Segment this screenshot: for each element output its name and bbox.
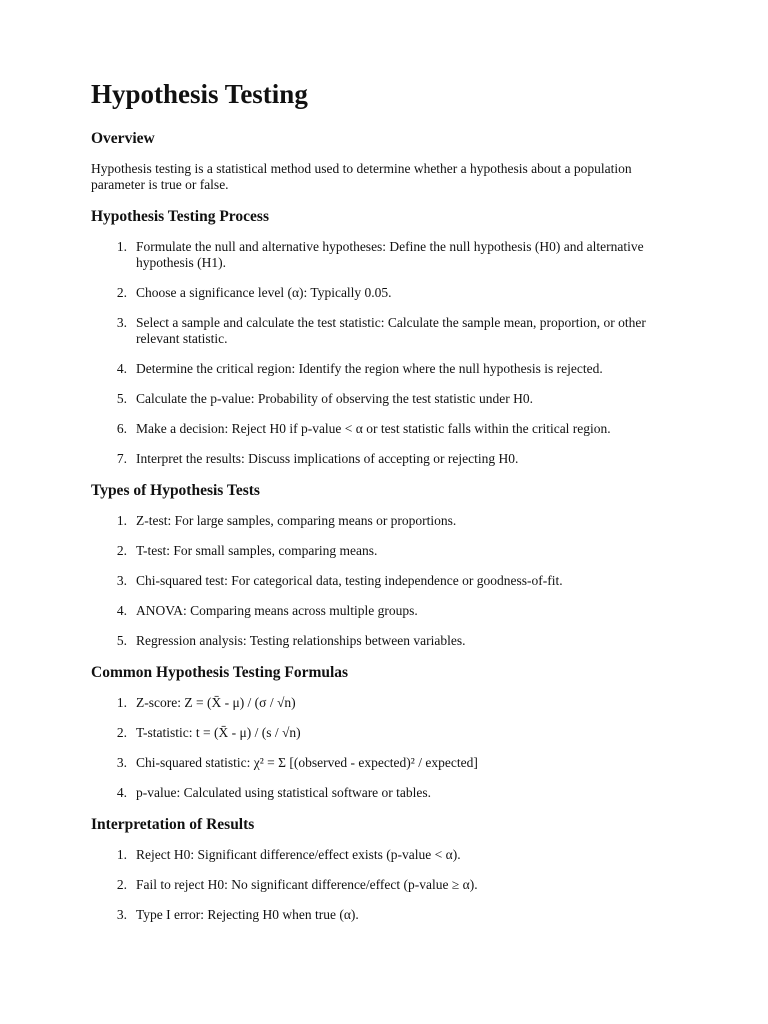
list-item: 7. Interpret the results: Discuss implications of accepting or rejecting H0. — [116, 451, 519, 466]
list-item: 3. Select a sample and calculate the test statistic: Calculate the sample mean, proportion, or other relevant statistic. — [116, 315, 646, 346]
process-heading: Hypothesis Testing Process — [91, 208, 269, 225]
list-item: 2. T-test: For small samples, comparing means. — [116, 543, 378, 558]
list-item: 4. p-value: Calculated using statistical software or tables. — [116, 785, 432, 800]
list-item: 5. Calculate the p-value: Probability of observing the test statistic under H0. — [116, 391, 534, 406]
list-item-text: Chi-squared statistic: χ² = Σ [(observed - expected)² / expected] — [136, 755, 478, 770]
list-item-text: Determine the critical region: Identify the region where the null hypothesis is rejected. — [136, 361, 603, 376]
list-item: 1. Z-score: Z = (X̄ - μ) / (σ / √n) — [116, 695, 296, 710]
types-list — [91, 513, 678, 649]
list-item-text: Z-test: For large samples, comparing means or proportions. — [136, 513, 457, 528]
list-item: 3. Type I error: Rejecting H0 when true (α). — [116, 907, 359, 922]
list-item: 2. T-statistic: t = (X̄ - μ) / (s / √n) — [116, 725, 301, 740]
list-item: 2. Fail to reject H0: No significant difference/effect (p-value ≥ α). — [116, 877, 478, 892]
list-item-text: Fail to reject H0: No significant difference/effect (p-value ≥ α). — [136, 877, 478, 892]
list-item: 5. Regression analysis: Testing relationships between variables. — [116, 633, 466, 648]
list-item: 4. Determine the critical region: Identify the region where the null hypothesis is rejected. — [116, 361, 603, 376]
list-item-text: Z-score: Z = (X̄ - μ) / (σ / √n) — [136, 695, 296, 710]
list-item-text: Calculate the p-value: Probability of observing the test statistic under H0. — [136, 391, 534, 406]
list-item: 1. Reject H0: Significant difference/effect exists (p-value < α). — [116, 847, 461, 862]
types-heading: Types of Hypothesis Tests — [91, 482, 260, 499]
list-item: 4. ANOVA: Comparing means across multiple groups. — [116, 603, 418, 618]
list-item-text: Interpret the results: Discuss implications of accepting or rejecting H0. — [136, 451, 519, 466]
list-item-text: p-value: Calculated using statistical software or tables. — [136, 785, 432, 800]
interpretation-list — [91, 847, 678, 923]
interpretation-heading: Interpretation of Results — [91, 816, 255, 833]
list-item: 6. Make a decision: Reject H0 if p-value < α or test statistic falls within the critical region. — [116, 421, 611, 436]
list-item-text: ANOVA: Comparing means across multiple groups. — [136, 603, 418, 618]
overview-text: Hypothesis testing is a statistical method used to determine whether a hypothesis about a population parameter is true or false. — [91, 161, 632, 192]
list-item: 1. Formulate the null and alternative hypotheses: Define the null hypothesis (H0) and alternative hypothesis (H1). — [116, 239, 644, 270]
list-item-text: Regression analysis: Testing relationships between variables. — [136, 633, 466, 648]
list-item-text: Reject H0: Significant difference/effect exists (p-value < α). — [136, 847, 461, 862]
page-title: Hypothesis Testing — [91, 79, 308, 109]
list-item-text: Formulate the null and alternative hypotheses: Define the null hypothesis (H0) and alternative hypothesis (H1). — [136, 239, 644, 270]
list-item: 3. Chi-squared statistic: χ² = Σ [(observed - expected)² / expected] — [116, 755, 478, 770]
process-list — [91, 239, 678, 467]
list-item-text: T-test: For small samples, comparing means. — [136, 543, 378, 558]
list-item-text: Choose a significance level (α): Typically 0.05. — [136, 285, 392, 300]
formulas-list — [91, 695, 678, 801]
list-item: 1. Z-test: For large samples, comparing means or proportions. — [116, 513, 457, 528]
list-item-text: Select a sample and calculate the test statistic: Calculate the sample mean, proportion, or other relevant statistic. — [136, 315, 646, 346]
list-item-text: Chi-squared test: For categorical data, testing independence or goodness-of-fit. — [136, 573, 563, 588]
list-item-text: Type I error: Rejecting H0 when true (α). — [136, 907, 359, 922]
formulas-heading: Common Hypothesis Testing Formulas — [91, 664, 349, 681]
list-item: 3. Chi-squared test: For categorical data, testing independence or goodness-of-fit. — [116, 573, 563, 588]
list-item-text: Make a decision: Reject H0 if p-value < α or test statistic falls within the critical region. — [136, 421, 611, 436]
list-item-text: T-statistic: t = (X̄ - μ) / (s / √n) — [136, 725, 301, 740]
overview-heading: Overview — [91, 130, 155, 147]
list-item: 2. Choose a significance level (α): Typically 0.05. — [116, 285, 392, 300]
